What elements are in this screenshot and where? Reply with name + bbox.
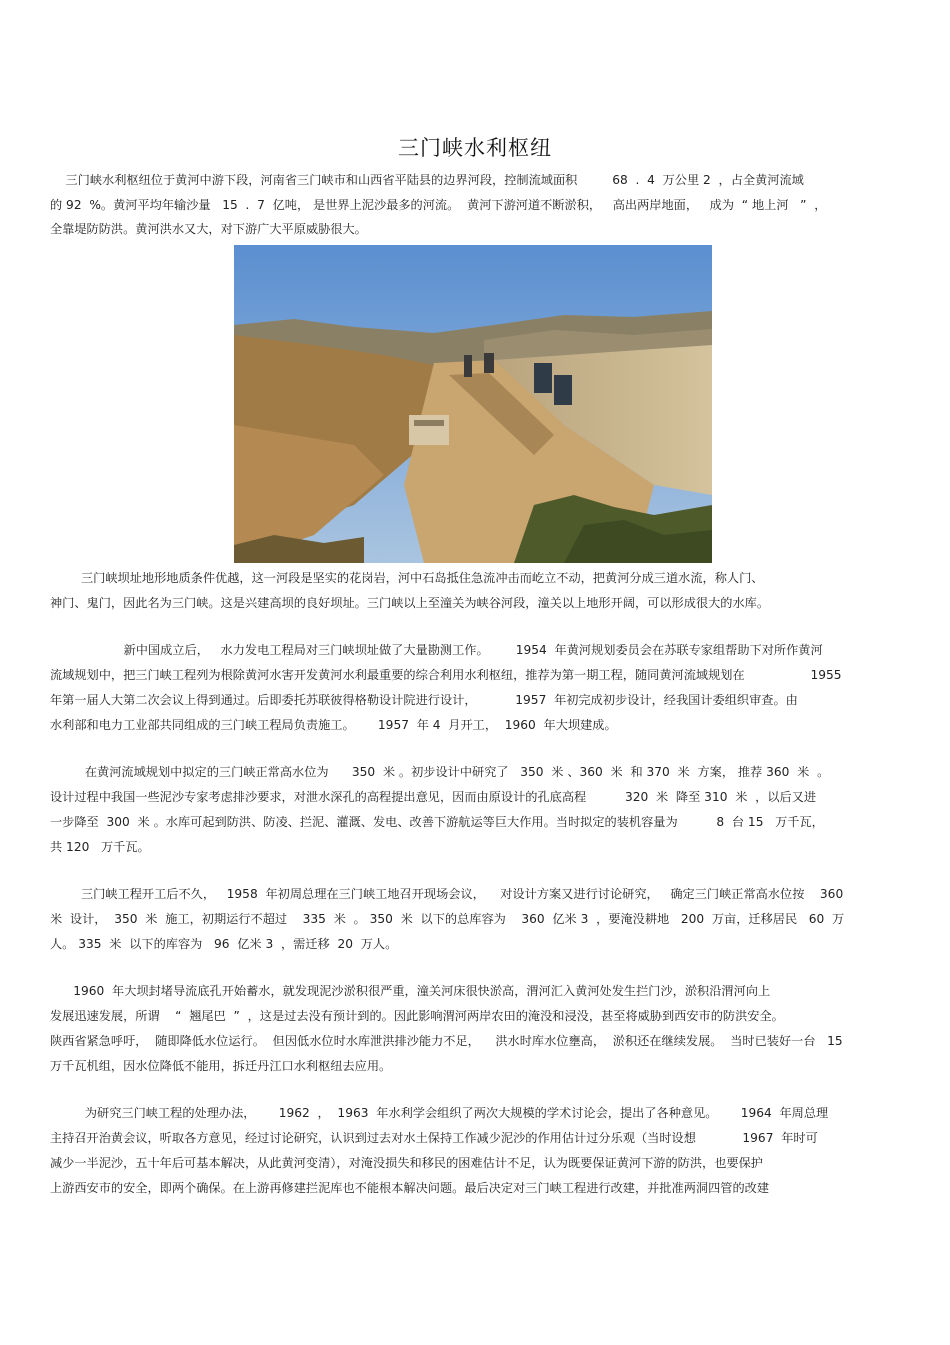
paragraph-7-line-2: 主持召开治黄会议，听取各方意见，经过讨论研究，认识到过去对水土保持工作减少泥沙的作用估计过分乐观（当时设想 1967 年时可 (50, 1131, 818, 1145)
paragraph-1-line-2: 的 92 %。黄河平均年输沙量 15 . 7 亿吨， 是世界上泥沙最多的河流。 黄河下游河道不断淤积， 高出两岸地面， 成为 “ 地上河 ” ， (50, 198, 827, 212)
paragraph-7-line-1: 为研究三门峡工程的处理办法， 1962 ， 1963 年水利学会组织了两次大规模的学术讨论会，提出了各种意见。 1964 年周总理 (50, 1106, 829, 1120)
paragraph-4-line-3: 一步降至 300 米 。水库可起到防洪、防凌、拦泥、灌溉、发电、改善下游航运等巨大作用。当时拟定的装机容量为 8 台 15 万千瓦， (50, 815, 824, 829)
paragraph-4-line-4: 共 120 万千瓦。 (50, 840, 150, 854)
paragraph-4-line-1: 在黄河流域规划中拟定的三门峡正常高水位为 350 米 。初步设计中研究了 350 米 、360 米 和 370 米 方案， 推荐 360 米 。 (50, 765, 830, 779)
dam-photo (234, 245, 712, 563)
paragraph-5-line-3: 人。 335 米 以下的库容为 96 亿米 3 ，需迁移 20 万人。 (50, 937, 398, 951)
paragraph-1-line-1: 三门峡水利枢纽位于黄河中游下段，河南省三门峡市和山西省平陆县的边界河段，控制流域面积 68 . 4 万公里 2 ，占全黄河流域 (50, 173, 804, 187)
paragraph-6-line-3: 陕西省紧急呼吁， 随即降低水位运行。 但因低水位时水库泄洪排沙能力不足， 洪水时库水位壅高， 淤积还在继续发展。 当时已装好一台 15 (50, 1034, 843, 1048)
paragraph-3-line-2: 流域规划中，把三门峡工程列为根除黄河水害开发黄河水利最重要的综合利用水利枢纽，推荐为第一期工程，随同黄河流域规划在 1955 (50, 668, 842, 682)
document-title: 三门峡水利枢纽 (398, 136, 552, 160)
paragraph-6-line-4: 万千瓦机组，因水位降低不能用，拆迁丹江口水利枢纽去应用。 (50, 1059, 392, 1073)
paragraph-7-line-3: 减少一半泥沙，五十年后可基本解决，从此黄河变清），对淹没损失和移民的困难估计不足，认为既要保证黄河下游的防洪，也要保护 (50, 1156, 763, 1170)
paragraph-6-line-1: 1960 年大坝封堵导流底孔开始蓄水，就发现泥沙淤积很严重，潼关河床很快淤高，渭河汇入黄河处发生拦门沙，淤积沿渭河向上 (50, 984, 771, 998)
paragraph-4-line-2: 设计过程中我国一些泥沙专家考虑排沙要求，对泄水深孔的高程提出意见，因而由原设计的孔底高程 320 米 降至 310 米 ，以后又进 (50, 790, 817, 804)
paragraph-3-line-1: 新中国成立后， 水力发电工程局对三门峡坝址做了大量勘测工作。 1954 年黄河规划委员会在苏联专家组帮助下对所作黄河 (50, 643, 823, 657)
paragraph-7-line-4: 上游西安市的安全，即两个确保。在上游再修建拦泥库也不能根本解决问题。最后决定对三门峡工程进行改建，并批准两洞四管的改建 (50, 1181, 770, 1195)
paragraph-2-line-1: 三门峡坝址地形地质条件优越，这一河段是坚实的花岗岩，河中石岛抵住急流冲击而屹立不动，把黄河分成三道水流，称人门、 (50, 571, 764, 585)
paragraph-3-line-3: 年第一届人大第二次会议上得到通过。后即委托苏联彼得格勒设计院进行设计， 1957 年初完成初步设计，经我国计委组织审查。由 (50, 693, 798, 707)
paragraph-2-line-2: 神门、鬼门，因此名为三门峡。这是兴建高坝的良好坝址。三门峡以上至潼关为峡谷河段，潼关以上地形开阔，可以形成很大的水库。 (50, 596, 770, 610)
paragraph-3-line-4: 水利部和电力工业部共同组成的三门峡工程局负责施工。 1957 年 4 月开工， 1960 年大坝建成。 (50, 718, 617, 732)
paragraph-5-line-1: 三门峡工程开工后不久， 1958 年初周总理在三门峡工地召开现场会议， 对设计方案又进行讨论研究， 确定三门峡正常高水位按 360 (50, 887, 844, 901)
paragraph-5-line-2: 米 设计， 350 米 施工，初期运行不超过 335 米 。 350 米 以下的总库容为 360 亿米 3 ，要淹没耕地 200 万亩，迁移居民 60 万 (50, 912, 845, 926)
paragraph-1-line-3: 全靠堤防防洪。黄河洪水又大，对下游广大平原威胁很大。 (50, 222, 367, 236)
paragraph-6-line-2: 发展迅速发展，所谓 “ 翘尾巴 ” ，这是过去没有预计到的。因此影响渭河两岸农田的淹没和浸没，甚至将威胁到西安市的防洪安全。 (50, 1009, 784, 1023)
